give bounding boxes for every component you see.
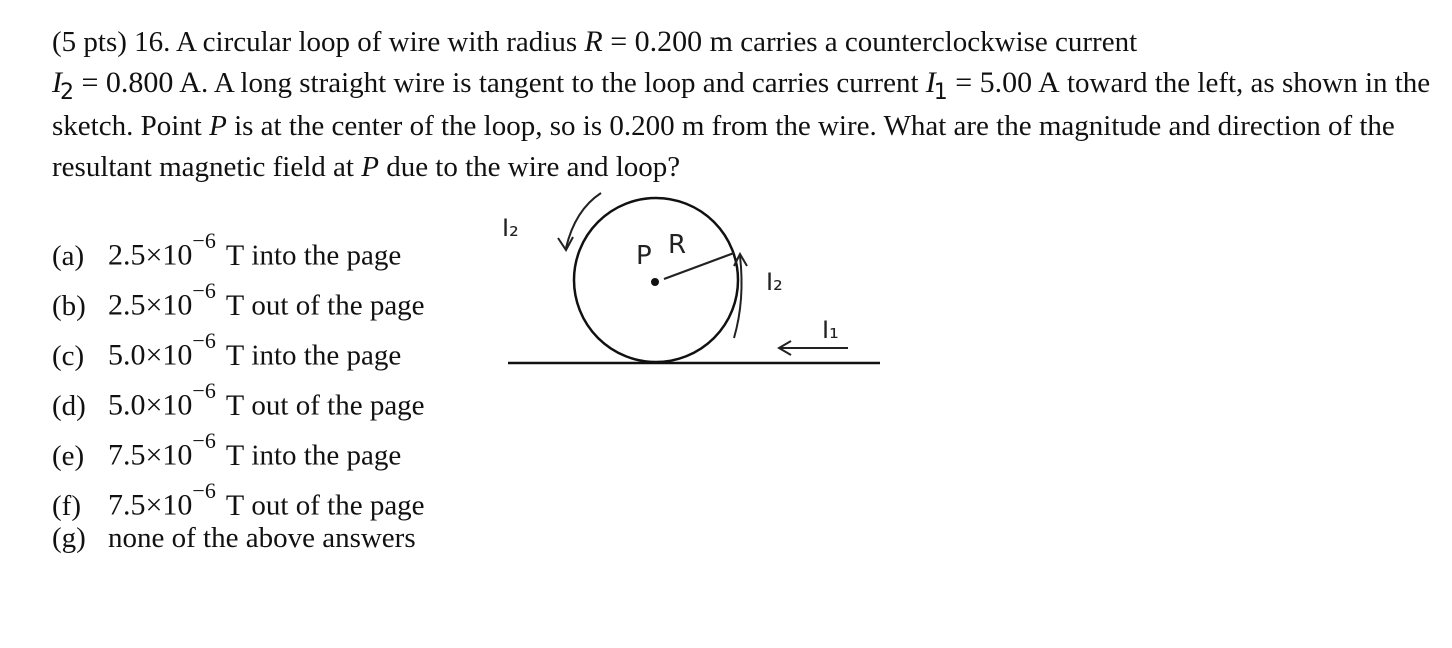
choice-label: (b) bbox=[52, 289, 86, 322]
choice-label: (a) bbox=[52, 239, 85, 272]
question-text: (5 pts) 16. A circular loop of wire with radius R = 0.200 m carries a counterclockwise current $I_2 = 0.800$ A. A long straight wire is tangent to the loop and carries current $I_1 = 5.00$ A toward the left, as shown in the sketch. Point P is at the center of the loop, so is 0.200 m from the wire. What are the magnitude and direction of the resultant magnetic field at P due to the wire and loop? bbox=[52, 25, 1431, 183]
choice-value: 7.5×10 bbox=[108, 488, 193, 522]
choice-text: none of the above answers bbox=[108, 522, 416, 554]
choice-direction: out of the page bbox=[251, 489, 425, 522]
choice-value: 2.5×10 bbox=[108, 288, 193, 322]
choice-value: 5.0×10 bbox=[108, 338, 193, 372]
choice-value: 2.5×10 bbox=[108, 238, 193, 272]
choice-direction: into the page bbox=[251, 439, 402, 472]
choice-value: 5.0×10 bbox=[108, 388, 193, 422]
choice-exponent: −6 bbox=[192, 428, 216, 453]
choice-exponent: −6 bbox=[192, 328, 216, 353]
ccw-arrowhead-top bbox=[558, 237, 573, 250]
choice-unit: T bbox=[225, 488, 245, 522]
choice-label: (d) bbox=[52, 389, 86, 422]
choice-unit: T bbox=[225, 388, 245, 422]
label-p: P bbox=[636, 241, 652, 271]
label-r: R bbox=[668, 230, 687, 260]
choice-direction: into the page bbox=[251, 339, 402, 372]
label-i2-top: I₂ bbox=[502, 214, 519, 242]
label-i1: I₁ bbox=[822, 316, 839, 344]
center-point bbox=[651, 278, 659, 286]
choice-unit: T bbox=[225, 338, 245, 372]
choice-label: (c) bbox=[52, 339, 85, 372]
choice-label: (e) bbox=[52, 439, 85, 472]
label-i2-side: I₂ bbox=[766, 268, 783, 296]
choice-direction: into the page bbox=[251, 239, 402, 272]
choice-label: (g) bbox=[52, 522, 86, 554]
choice-direction: out of the page bbox=[251, 389, 425, 422]
choice-value: 7.5×10 bbox=[108, 438, 193, 472]
choice-exponent: −6 bbox=[192, 228, 216, 253]
choice-exponent: −6 bbox=[192, 478, 216, 503]
choice-label: (f) bbox=[52, 489, 81, 522]
choice-exponent: −6 bbox=[192, 378, 216, 403]
choice-unit: T bbox=[225, 288, 245, 322]
choice-direction: out of the page bbox=[251, 289, 425, 322]
choice-unit: T bbox=[225, 438, 245, 472]
choice-unit: T bbox=[225, 238, 245, 272]
choice-exponent: −6 bbox=[192, 278, 216, 303]
